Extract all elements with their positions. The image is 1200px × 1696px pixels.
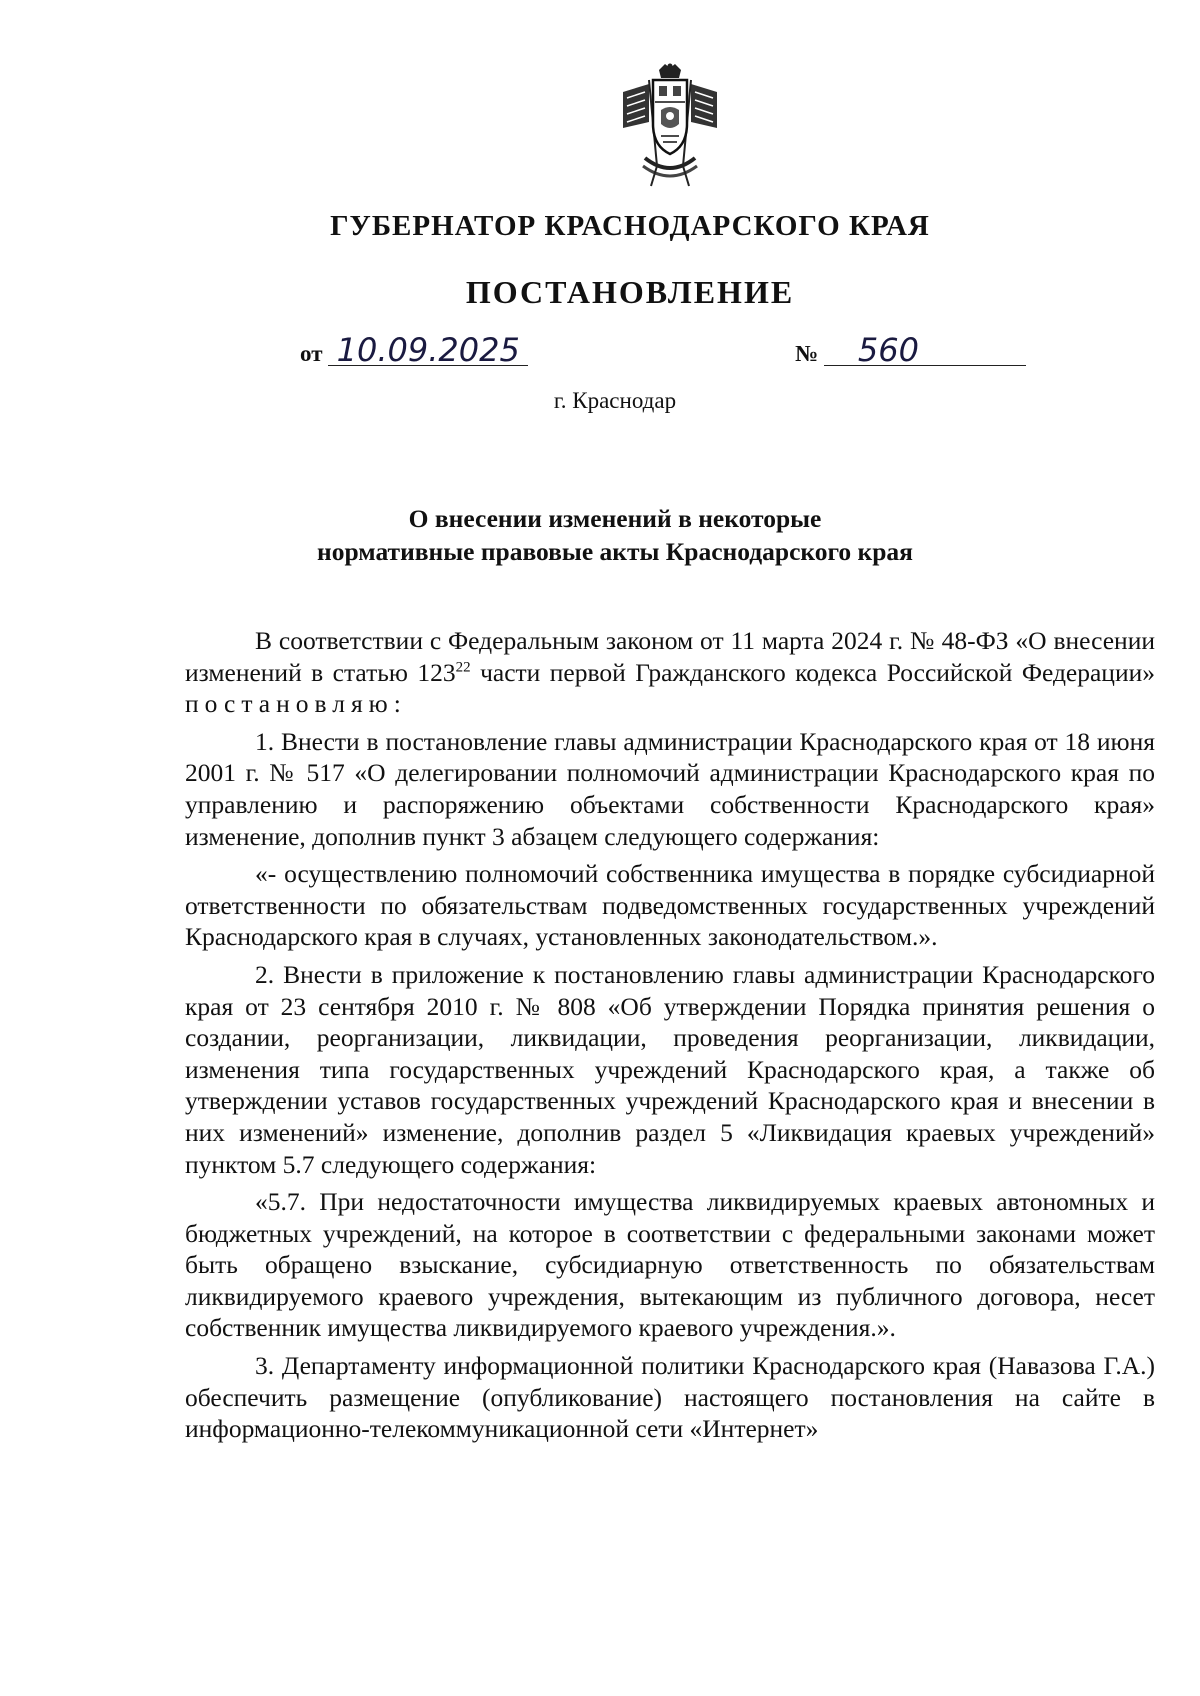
intro-text-a: В соответствии с Федеральным законом от 11 марта 2024 г. № 48-ФЗ «О внесении изменений в статью 123: [185, 626, 1155, 687]
subject-line-1: О внесении изменений в некоторые: [408, 504, 822, 533]
number-row: [795, 331, 1026, 369]
date-row: [300, 331, 528, 369]
document-type-title: ПОСТАНОВЛЕНИЕ: [465, 274, 795, 310]
document-subject: [0, 502, 1200, 568]
paragraph-1: 1. Внести в постановление главы администрации Краснодарского края от 18 июня 2001 г. № 517 «О делегировании полномочий администрации Краснодарского края по управлению и распоряжению объектами собственности Краснодарского края» изменение, дополнив пункт 3 абзацем следующего содержания:: [185, 726, 1155, 851]
paragraph-2-quote: «5.7. При недостаточности имущества ликвидируемых краевых автономных и бюджетных учреждений, на которое в соответствии с федеральными законами может быть обращено взыскание, субсидиарную ответственность по обязательствам ликвидируемого краевого учреждения, вытекающим из публичного договора, несет собственник имущества ликвидируемого краевого учреждения.».: [185, 1187, 1155, 1343]
intro-superscript: 22: [455, 659, 471, 676]
number-prefix: №: [795, 341, 819, 366]
paragraph-3: 3. Департаменту информационной политики Краснодарского края (Навазова Г.А.) обеспечить размещение (опубликование) настоящего постановления на сайте в информационно-телекоммуникационной сети «Интернет»: [185, 1351, 1155, 1444]
date-prefix: от: [300, 341, 323, 366]
paragraph-1-quote: «- осуществлению полномочий собственника имущества в порядке субсидиарной ответственности по обязательствам подведомственных государственных учреждений Краснодарского края в случаях, установленных законодательством.».: [185, 859, 1155, 952]
coat-of-arms-icon: [615, 62, 725, 188]
intro-paragraph: [185, 625, 1155, 720]
paragraph-2: 2. Внести в приложение к постановлению главы администрации Краснодарского края от 23 сентября 2010 г. № 808 «Об утверждении Порядка принятия решения о создании, реорганизации, ликвидации, проведения реорганизации, ликвидации, изменения типа государственных учреждений Краснодарского края, а также об утверждении уставов государственных учреждений Краснодарского края и внесении в них изменений» изменение, дополнив раздел 5 «Ликвидация краевых учреждений» пунктом 5.7 следующего содержания:: [185, 959, 1155, 1179]
authority-title: ГУБЕРНАТОР КРАСНОДАРСКОГО КРАЯ: [330, 210, 930, 242]
document-body: [185, 625, 1155, 1451]
handwritten-date: 10.09.2025: [328, 335, 528, 366]
intro-text-b: части первой Гражданского кодекса Российской Федерации»: [470, 657, 1155, 687]
handwritten-number: 560: [824, 335, 1026, 366]
subject-line-2: нормативные правовые акты Краснодарского края: [317, 537, 913, 566]
resolution-verb: постановляю:: [185, 689, 407, 719]
city-label: г. Краснодар: [553, 388, 677, 413]
